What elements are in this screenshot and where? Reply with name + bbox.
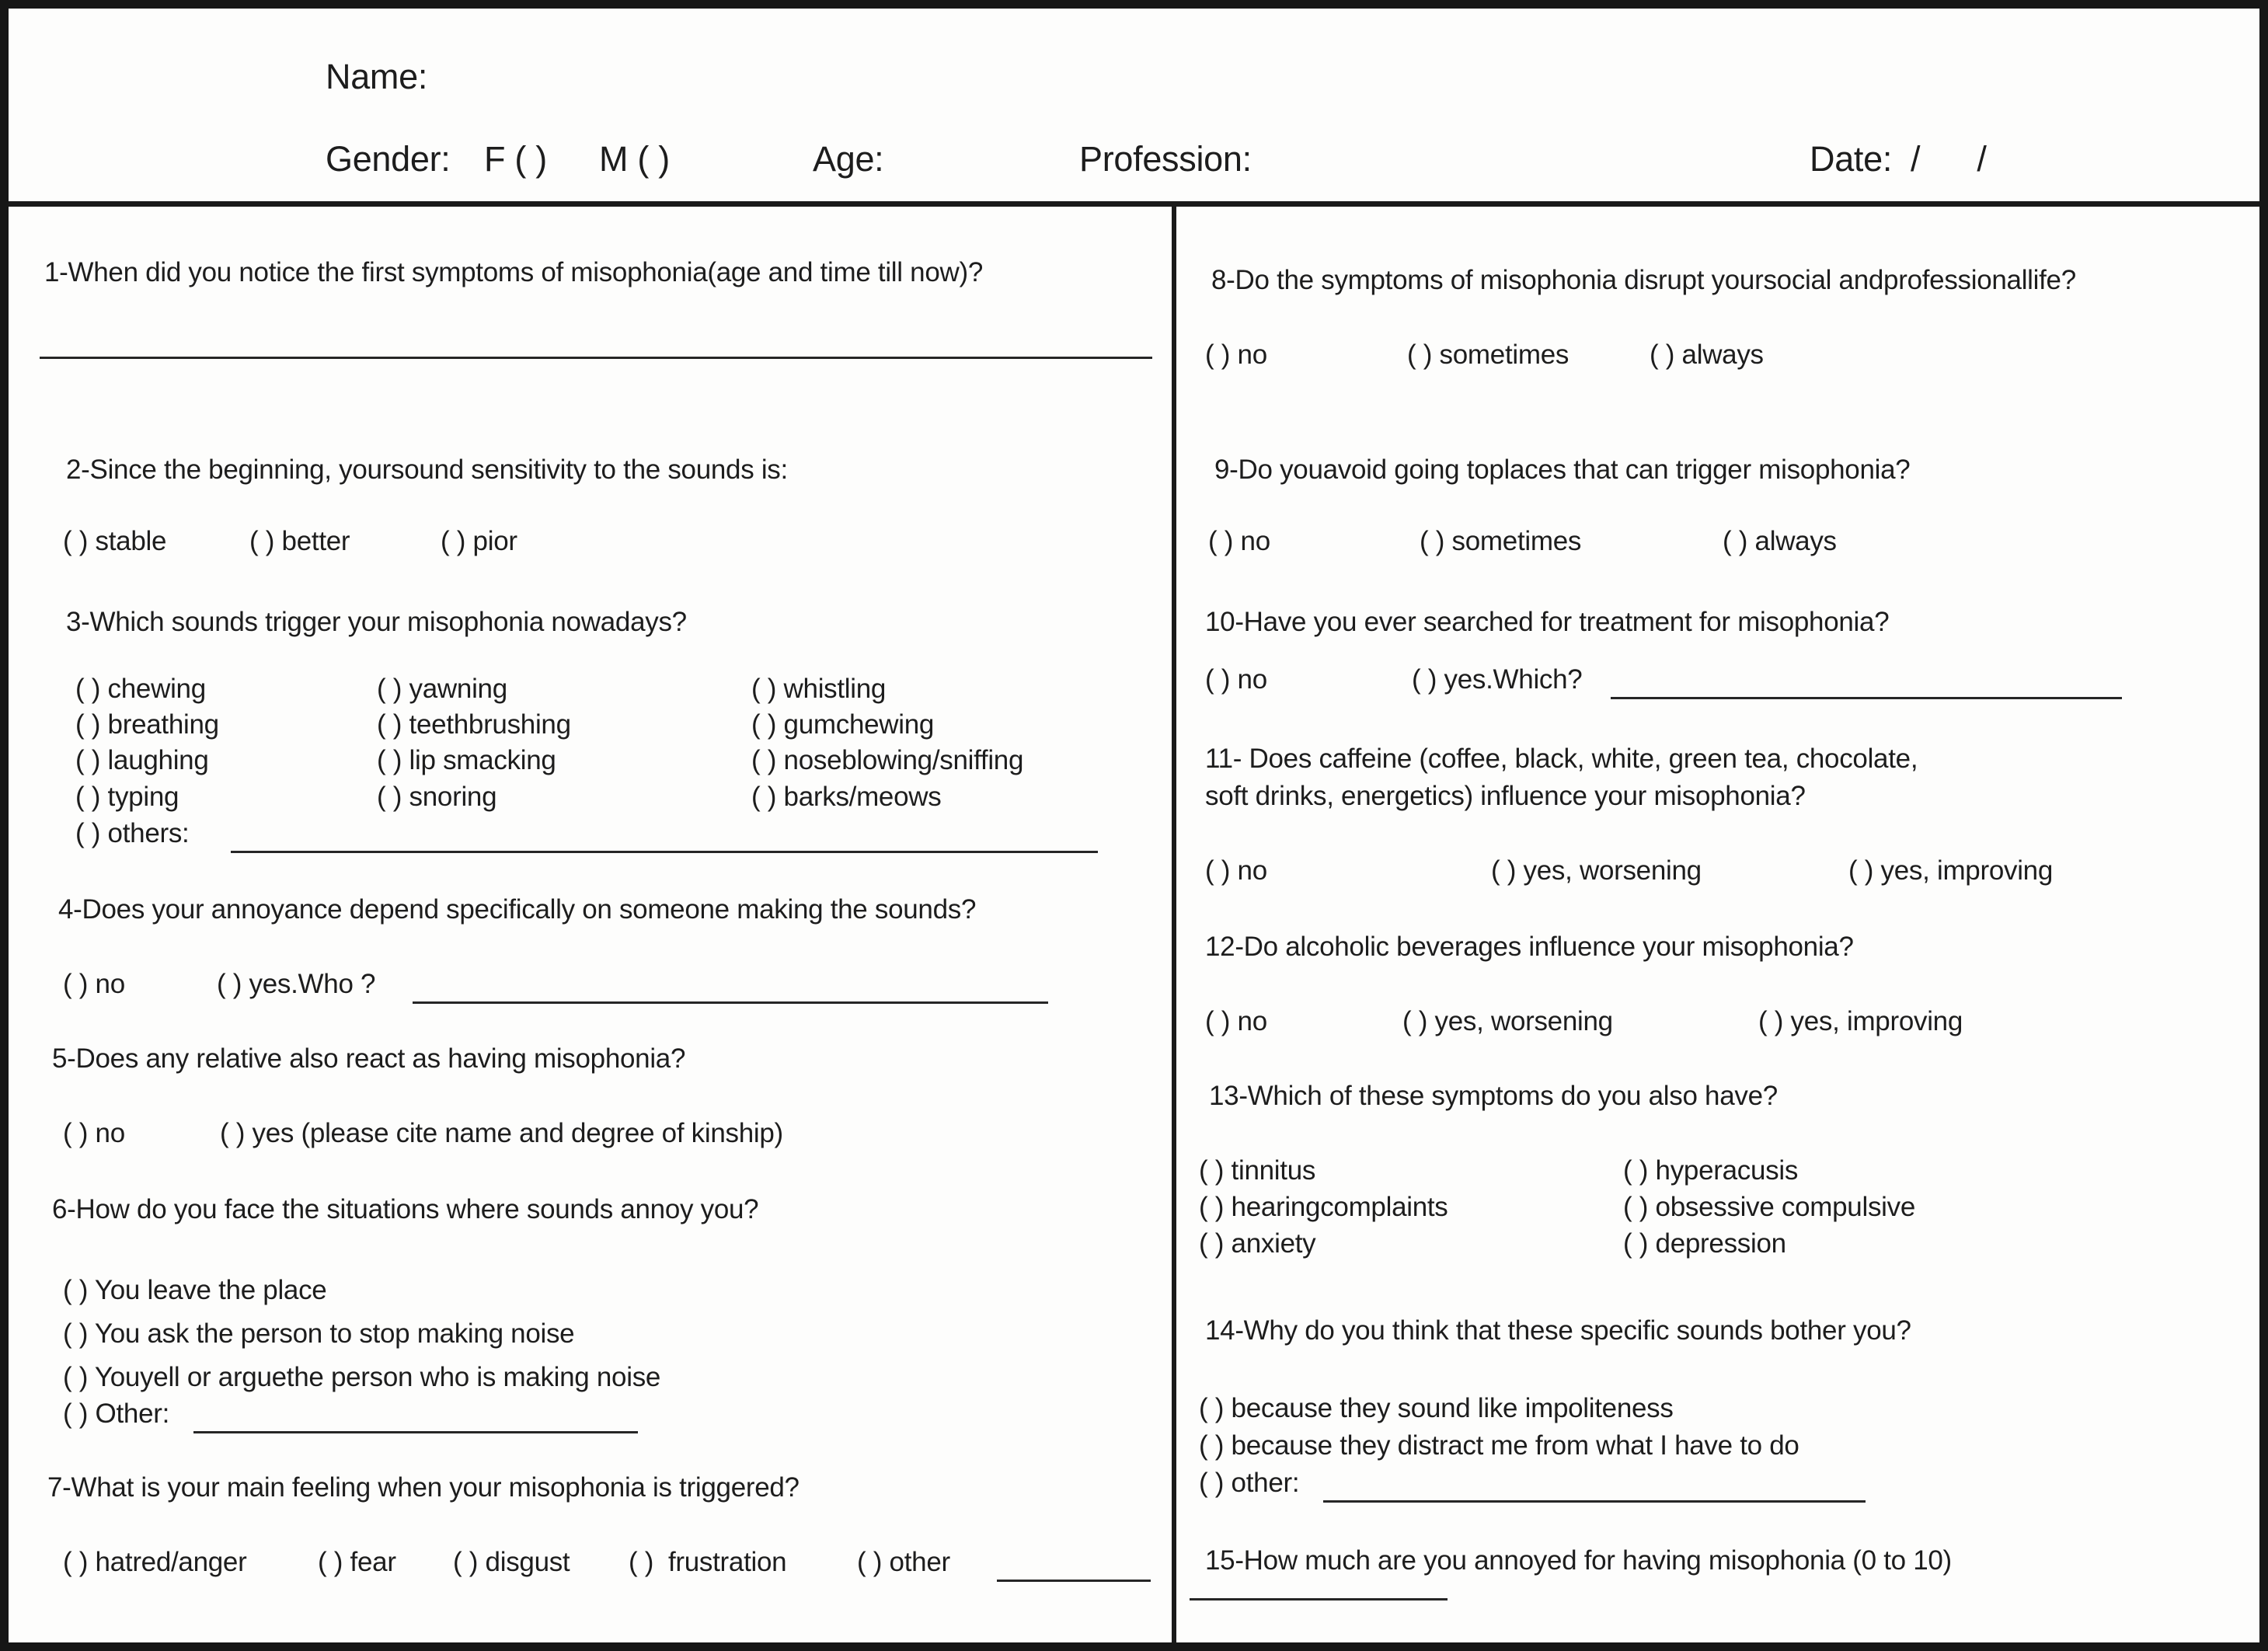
age-label: Age: — [813, 139, 884, 179]
gender-female-checkbox[interactable]: F ( ) — [484, 139, 547, 179]
q7-label: 7-What is your main feeling when your misophonia is triggered? — [47, 1472, 800, 1503]
q3-option-gumchewing[interactable]: ( ) gumchewing — [751, 709, 935, 740]
q3-option-others[interactable]: ( ) others: — [75, 818, 197, 848]
q7-other-answer-line[interactable] — [997, 1547, 1151, 1582]
q6-option-ask-stop[interactable]: ( ) You ask the person to stop making noise — [63, 1318, 575, 1349]
q3-option-noseblowing-sniffing[interactable]: ( ) noseblowing/sniffing — [751, 745, 1024, 775]
q4-who-answer-line[interactable] — [413, 969, 1048, 1004]
column-divider — [1172, 204, 1176, 1642]
q13-option-hyperacusis[interactable]: ( ) hyperacusis — [1623, 1155, 1799, 1186]
q6-other-answer-line[interactable] — [193, 1398, 638, 1433]
q12-option-yes-worsening[interactable]: ( ) yes, worsening — [1402, 1006, 1613, 1036]
header-divider — [9, 201, 2259, 207]
q10-label: 10-Have you ever searched for treatment for misophonia? — [1205, 607, 1890, 637]
q5-option-yes[interactable]: ( ) yes (please cite name and degree of kinship) — [220, 1118, 783, 1148]
q1-label: 1-When did you notice the first symptoms of misophonia(age and time till now)? — [44, 257, 984, 287]
q5-label: 5-Does any relative also react as having misophonia? — [52, 1043, 686, 1074]
q13-option-obsessive-compulsive[interactable]: ( ) obsessive compulsive — [1623, 1192, 1915, 1222]
q15-answer-line[interactable] — [1190, 1566, 1448, 1600]
q5-option-no[interactable]: ( ) no — [63, 1118, 125, 1148]
q14-other-answer-line[interactable] — [1323, 1468, 1866, 1503]
q13-option-anxiety[interactable]: ( ) anxiety — [1199, 1228, 1316, 1259]
q8-option-sometimes[interactable]: ( ) sometimes — [1407, 340, 1569, 370]
q3-option-chewing[interactable]: ( ) chewing — [75, 674, 206, 704]
q7-option-frustration[interactable]: ( ) frustration — [629, 1547, 787, 1577]
q4-option-no[interactable]: ( ) no — [63, 969, 125, 999]
q4-option-yes-who[interactable]: ( ) yes.Who ? — [217, 969, 383, 999]
q14-option-other[interactable]: ( ) other: — [1199, 1468, 1300, 1498]
q3-option-yawning[interactable]: ( ) yawning — [377, 674, 507, 704]
q6-option-other[interactable]: ( ) Other: — [63, 1398, 170, 1429]
q14-option-impoliteness[interactable]: ( ) because they sound like impoliteness — [1199, 1393, 1674, 1423]
q14-label: 14-Why do you think that these specific sounds bother you? — [1205, 1315, 1911, 1346]
q7-option-fear[interactable]: ( ) fear — [318, 1547, 396, 1577]
q9-label: 9-Do youavoid going toplaces that can trigger misophonia? — [1214, 455, 1911, 485]
q2-option-stable[interactable]: ( ) stable — [63, 526, 167, 556]
q9-option-no[interactable]: ( ) no — [1208, 526, 1270, 556]
q2-label: 2-Since the beginning, yoursound sensitivity to the sounds is: — [66, 455, 788, 485]
q10-option-no[interactable]: ( ) no — [1205, 664, 1267, 695]
q3-label: 3-Which sounds trigger your misophonia nowadays? — [66, 607, 687, 637]
q3-option-breathing[interactable]: ( ) breathing — [75, 709, 219, 740]
q2-option-pior[interactable]: ( ) pior — [441, 526, 517, 556]
q11-option-no[interactable]: ( ) no — [1205, 855, 1267, 886]
q3-others-answer-line[interactable] — [231, 818, 1098, 853]
q15-label: 15-How much are you annoyed for having misophonia (0 to 10) — [1205, 1545, 1952, 1576]
q3-option-typing[interactable]: ( ) typing — [75, 782, 179, 812]
q6-label: 6-How do you face the situations where sounds annoy you? — [52, 1194, 759, 1224]
q12-option-yes-improving[interactable]: ( ) yes, improving — [1758, 1006, 1963, 1036]
date-slashes: / / — [1911, 139, 1987, 179]
q10-which-answer-line[interactable] — [1611, 664, 2122, 699]
q3-option-whistling[interactable]: ( ) whistling — [751, 674, 887, 704]
q3-option-snoring[interactable]: ( ) snoring — [377, 782, 497, 812]
q7-option-other[interactable]: ( ) other — [857, 1547, 958, 1577]
q12-label: 12-Do alcoholic beverages influence your misophonia? — [1205, 932, 1854, 962]
date-label: Date: — [1810, 139, 1893, 179]
q6-option-yell-argue[interactable]: ( ) Youyell or arguethe person who is making noise — [63, 1362, 661, 1392]
q13-option-hearingcomplaints[interactable]: ( ) hearingcomplaints — [1199, 1192, 1448, 1222]
q9-option-sometimes[interactable]: ( ) sometimes — [1420, 526, 1582, 556]
name-label: Name: — [326, 57, 428, 96]
q14-option-distract[interactable]: ( ) because they distract me from what I have to do — [1199, 1430, 1799, 1461]
q8-option-always[interactable]: ( ) always — [1650, 340, 1764, 370]
q7-option-hatred-anger[interactable]: ( ) hatred/anger — [63, 1547, 247, 1577]
q1-answer-line[interactable] — [40, 324, 1152, 359]
q8-label: 8-Do the symptoms of misophonia disrupt yoursocial andprofessionallife? — [1211, 265, 2076, 295]
q12-option-no[interactable]: ( ) no — [1205, 1006, 1267, 1036]
q6-option-leave-place[interactable]: ( ) You leave the place — [63, 1275, 327, 1305]
q13-label: 13-Which of these symptoms do you also have? — [1209, 1081, 1778, 1111]
q13-option-tinnitus[interactable]: ( ) tinnitus — [1199, 1155, 1316, 1186]
q7-option-disgust[interactable]: ( ) disgust — [453, 1547, 570, 1577]
q11-label-line1: 11- Does caffeine (coffee, black, white, green tea, chocolate, — [1205, 744, 1918, 774]
profession-label: Profession: — [1079, 139, 1252, 179]
q8-option-no[interactable]: ( ) no — [1205, 340, 1267, 370]
q9-option-always[interactable]: ( ) always — [1723, 526, 1837, 556]
q10-option-yes-which[interactable]: ( ) yes.Which? — [1412, 664, 1583, 695]
q2-option-better[interactable]: ( ) better — [249, 526, 350, 556]
q3-option-teethbrushing[interactable]: ( ) teethbrushing — [377, 709, 571, 740]
gender-label: Gender: — [326, 139, 451, 179]
q13-option-depression[interactable]: ( ) depression — [1623, 1228, 1786, 1259]
q3-option-laughing[interactable]: ( ) laughing — [75, 745, 209, 775]
q11-option-yes-improving[interactable]: ( ) yes, improving — [1848, 855, 2053, 886]
q3-option-barks-meows[interactable]: ( ) barks/meows — [751, 782, 942, 812]
gender-male-checkbox[interactable]: M ( ) — [599, 139, 670, 179]
q11-label-line2: soft drinks, energetics) influence your misophonia? — [1205, 781, 1806, 811]
q11-option-yes-worsening[interactable]: ( ) yes, worsening — [1491, 855, 1702, 886]
q4-label: 4-Does your annoyance depend specifically on someone making the sounds? — [58, 894, 977, 925]
q3-option-lip-smacking[interactable]: ( ) lip smacking — [377, 745, 556, 775]
